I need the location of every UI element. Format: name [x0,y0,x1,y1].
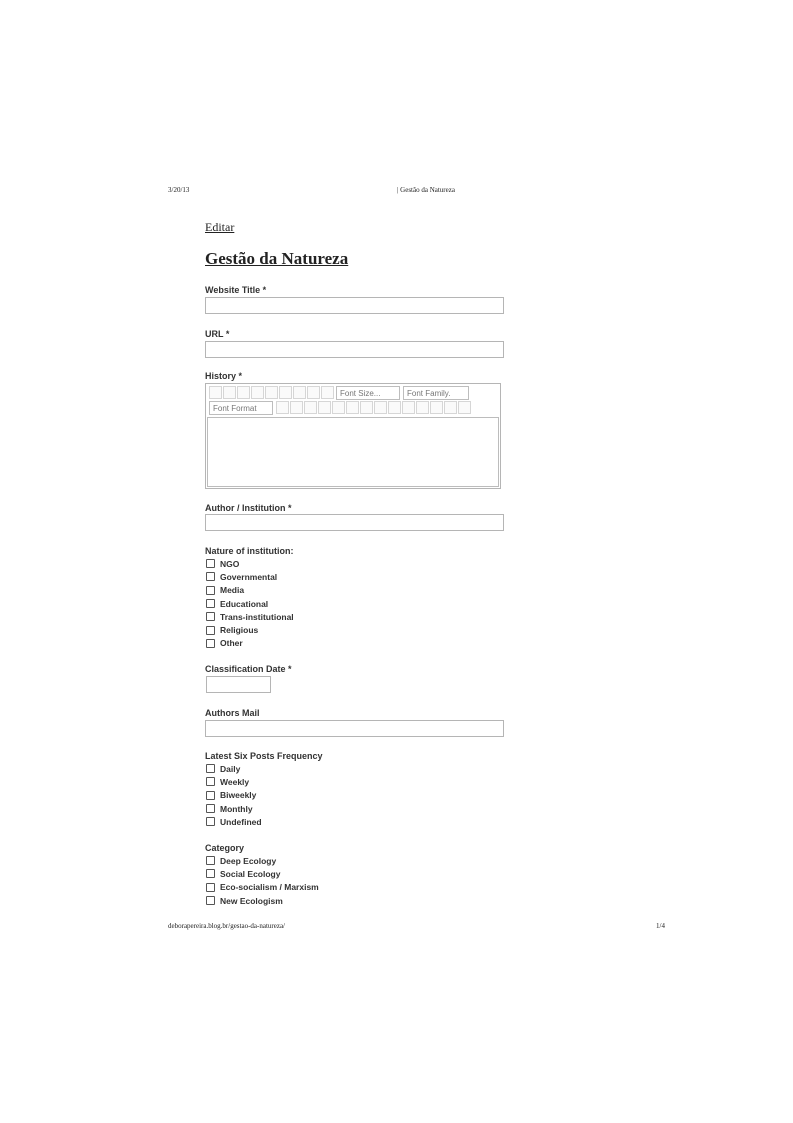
checkbox-label: Eco-socialism / Marxism [220,882,319,893]
toolbar-button[interactable] [360,401,373,414]
editor-toolbar-row-1 [209,386,469,400]
toolbar-button[interactable] [307,386,320,399]
checkbox-label: Undefined [220,816,262,827]
toolbar-button[interactable] [318,401,331,414]
checkbox[interactable] [206,856,215,865]
checkbox[interactable] [206,883,215,892]
nature-of-institution-label: Nature of institution: [205,546,294,556]
print-date: 3/20/13 [168,186,190,194]
font-size-select[interactable]: Font Size... [336,386,400,400]
checkbox-option[interactable] [206,762,262,775]
toolbar-button[interactable] [265,386,278,399]
category-options [206,854,319,907]
toolbar-button[interactable] [209,386,222,399]
checkbox-label: Governmental [220,571,278,582]
toolbar-button[interactable] [430,401,443,414]
checkbox-option[interactable] [206,815,262,828]
post-frequency-options [206,762,262,828]
checkbox-option[interactable] [206,775,262,788]
url-input[interactable] [205,341,504,358]
checkbox-option[interactable] [206,597,294,610]
checkbox-label: Deep Ecology [220,855,277,866]
post-frequency-label: Latest Six Posts Frequency [205,751,323,761]
checkbox-label: NGO [220,558,240,569]
checkbox-option[interactable] [206,637,294,650]
checkbox-option[interactable] [206,570,294,583]
history-editor [205,383,501,489]
checkbox-option[interactable] [206,623,294,636]
checkbox-label: Religious [220,625,259,636]
checkbox-label: Biweekly [220,790,257,801]
authors-mail-label: Authors Mail [205,708,260,718]
checkbox-label: Trans-institutional [220,611,294,622]
website-title-input[interactable] [205,297,504,314]
checkbox[interactable] [206,572,215,581]
toolbar-button[interactable] [346,401,359,414]
website-title-label: Website Title * [205,285,267,295]
checkbox-label: Other [220,638,243,649]
checkbox-label: Monthly [220,803,253,814]
checkbox[interactable] [206,612,215,621]
toolbar-button[interactable] [237,386,250,399]
authors-mail-input[interactable] [205,720,504,737]
editor-toolbar-row-2 [209,401,472,415]
checkbox[interactable] [206,817,215,826]
checkbox-label: Media [220,585,245,596]
print-page-number: 1/4 [656,922,665,930]
toolbar-button[interactable] [251,386,264,399]
category-label: Category [205,843,245,853]
form-title: Gestão da Natureza [205,249,349,268]
checkbox[interactable] [206,791,215,800]
checkbox[interactable] [206,869,215,878]
checkbox-option[interactable] [206,789,262,802]
toolbar-button[interactable] [321,386,334,399]
print-page-title: | Gestão da Natureza [397,186,455,194]
toolbar-button[interactable] [293,386,306,399]
checkbox-option[interactable] [206,854,319,867]
toolbar-button[interactable] [458,401,471,414]
checkbox[interactable] [206,777,215,786]
checkbox-option[interactable] [206,610,294,623]
toolbar-button[interactable] [416,401,429,414]
toolbar-button[interactable] [388,401,401,414]
toolbar-button[interactable] [332,401,345,414]
font-family-select[interactable]: Font Family. [403,386,469,400]
toolbar-button[interactable] [402,401,415,414]
checkbox-label: New Ecologism [220,895,283,906]
history-label: History * [205,371,243,381]
url-label: URL * [205,329,230,339]
checkbox-option[interactable] [206,802,262,815]
checkbox[interactable] [206,764,215,773]
toolbar-button[interactable] [304,401,317,414]
checkbox[interactable] [206,626,215,635]
toolbar-button[interactable] [276,401,289,414]
author-input[interactable] [205,514,504,531]
checkbox[interactable] [206,599,215,608]
nature-of-institution-options [206,557,294,650]
checkbox[interactable] [206,586,215,595]
classification-date-input[interactable] [206,676,271,693]
checkbox-option[interactable] [206,881,319,894]
checkbox-option[interactable] [206,867,319,880]
font-format-select[interactable]: Font Format [209,401,273,415]
checkbox-label: Weekly [220,776,250,787]
checkbox[interactable] [206,896,215,905]
checkbox[interactable] [206,639,215,648]
print-url: deborapereira.blog.br/gestao-da-natureza/ [168,922,285,930]
classification-date-label: Classification Date * [205,664,292,674]
toolbar-button[interactable] [290,401,303,414]
checkbox-label: Educational [220,598,269,609]
toolbar-button[interactable] [444,401,457,414]
checkbox-label: Daily [220,763,241,774]
checkbox-label: Social Ecology [220,868,281,879]
checkbox-option[interactable] [206,557,294,570]
toolbar-button[interactable] [279,386,292,399]
checkbox-option[interactable] [206,894,319,907]
history-text-area[interactable] [207,417,499,487]
toolbar-button[interactable] [223,386,236,399]
checkbox-option[interactable] [206,584,294,597]
checkbox[interactable] [206,559,215,568]
edit-link[interactable]: Editar [205,220,235,234]
toolbar-button[interactable] [374,401,387,414]
checkbox[interactable] [206,804,215,813]
author-label: Author / Institution * [205,503,292,513]
